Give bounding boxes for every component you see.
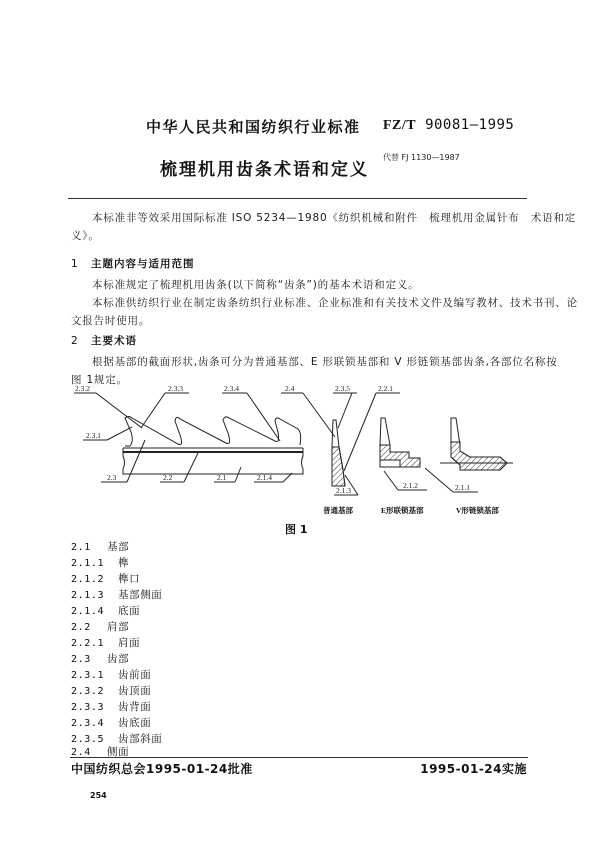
term-name: 基部: [107, 541, 130, 553]
term-item: [71, 683, 151, 698]
term-name: 齿前面: [118, 669, 152, 681]
term-item: [71, 699, 151, 714]
footer-divider: [70, 757, 528, 758]
term-item: [71, 587, 162, 602]
term-name: 侧面: [107, 746, 130, 758]
label-2-2-1: 2.2.1: [378, 385, 393, 393]
label-2-4: 2.4: [285, 385, 295, 393]
label-2-3-2: 2.3.2: [75, 385, 90, 393]
label-2-1-3: 2.1.3: [336, 486, 351, 495]
term-number: 2.3.5: [71, 734, 105, 745]
section-1-title: 主题内容与适用范围: [91, 258, 195, 270]
label-2-2: 2.2: [163, 473, 173, 482]
term-item: [71, 619, 129, 634]
effective-date: 1995-01-24实施: [420, 762, 527, 776]
term-item: [71, 603, 140, 618]
term-name: 底面: [118, 605, 141, 617]
replaces-note: 代替 FJ 1130—1987: [383, 153, 460, 162]
term-name: 肩面: [118, 637, 141, 649]
label-2-1-4: 2.1.4: [257, 473, 272, 482]
term-number: 2.3.1: [71, 670, 105, 681]
e-type-base-drawing: [380, 418, 420, 467]
term-name: 齿部: [107, 653, 130, 665]
issuing-body-heading: 中华人民共和国纺织行业标准: [146, 118, 361, 136]
document-title: 梳理机用齿条术语和定义: [160, 160, 369, 180]
v-type-base-drawing: [440, 418, 513, 470]
caption-ordinary-base: 普通基部: [323, 506, 353, 515]
figure-1-diagram: [0, 385, 600, 515]
term-number: 2.2: [71, 622, 91, 633]
label-2-3-3: 2.3.3: [168, 385, 183, 393]
label-2-3-4: 2.3.4: [224, 385, 239, 393]
section-2-para-line-1: 根据基部的截面形状,齿条可分为普通基部、E 形联锁基部和 V 形链锁基部齿条,各部位名称按: [92, 356, 558, 368]
standard-code-number: 90081—1995: [425, 117, 515, 133]
term-item: [71, 539, 129, 554]
section-2-number: 2: [71, 335, 79, 347]
section-1-para-2-line-2: 文报告时使用。: [71, 315, 151, 327]
section-2-para-line-2: 图 1规定。: [71, 374, 128, 386]
figure-1-caption: 图 1: [285, 523, 308, 536]
section-2-body: [71, 353, 558, 389]
section-2-title: 主要术语: [91, 335, 137, 347]
term-name: 基部侧面: [118, 589, 163, 601]
term-item: [71, 571, 140, 586]
term-name: 齿底面: [118, 717, 152, 729]
section-1-body: [71, 276, 578, 330]
label-2-3: 2.3: [107, 473, 117, 482]
standard-code-prefix: FZ/T: [383, 118, 417, 133]
term-name: 榫口: [118, 573, 141, 585]
label-2-1-1: 2.1.1: [455, 483, 470, 492]
term-number: 2.1.1: [71, 558, 105, 569]
term-number: 2.3.4: [71, 718, 105, 729]
intro-line-1: 本标准非等效采用国际标准 ISO 5234—1980《纺织机械和附件 梳理机用金属针布 术语和定: [92, 212, 577, 224]
intro-line-2: 义》。: [71, 230, 100, 242]
term-name: 齿顶面: [118, 685, 152, 697]
term-name: 肩部: [107, 621, 130, 633]
term-name: 齿背面: [118, 701, 152, 713]
tooth-strip-drawing: [123, 417, 303, 475]
label-2-3-1: 2.3.1: [86, 431, 101, 440]
section-1-para-1: 本标准规定了梳理机用齿条(以下简称“齿条”)的基本术语和定义。: [92, 279, 420, 291]
ordinary-base-drawing: [332, 420, 345, 486]
caption-e-type-base: E形联锁基部: [381, 506, 424, 515]
term-number: 2.3: [71, 654, 91, 665]
standard-code: [383, 117, 514, 134]
term-number: 2.4: [71, 747, 91, 758]
header-divider: [68, 198, 527, 199]
intro-paragraph: [71, 209, 577, 245]
term-item: [71, 667, 151, 682]
term-name: 齿部斜面: [118, 733, 163, 745]
label-2-3-5: 2.3.5: [335, 385, 350, 393]
term-name: 榫: [118, 557, 130, 569]
label-2-1: 2.1: [217, 473, 227, 482]
label-2-1-2: 2.1.2: [403, 481, 418, 490]
term-number: 2.1: [71, 542, 91, 553]
section-2-heading: [71, 333, 137, 348]
section-1-number: 1: [71, 258, 79, 270]
term-item: [71, 555, 129, 570]
term-item: [71, 715, 151, 730]
term-number: 2.1.4: [71, 606, 105, 617]
term-number: 2.3.3: [71, 702, 105, 713]
term-number: 2.3.2: [71, 686, 105, 697]
approval-note: 中国纺织总会1995-01-24批准: [71, 762, 253, 776]
term-item: [71, 635, 140, 650]
section-1-para-2-line-1: 本标准供纺织行业在制定齿条纺织行业标准、企业标准和有关技术文件及编写教材、技术书刊、论: [92, 297, 578, 309]
term-number: 2.2.1: [71, 638, 105, 649]
term-number: 2.1.3: [71, 590, 105, 601]
caption-v-type-base: V形链锁基部: [456, 506, 499, 515]
page-number: 254: [90, 791, 107, 800]
term-number: 2.1.2: [71, 574, 105, 585]
term-item: [71, 651, 129, 666]
section-1-heading: [71, 256, 195, 271]
